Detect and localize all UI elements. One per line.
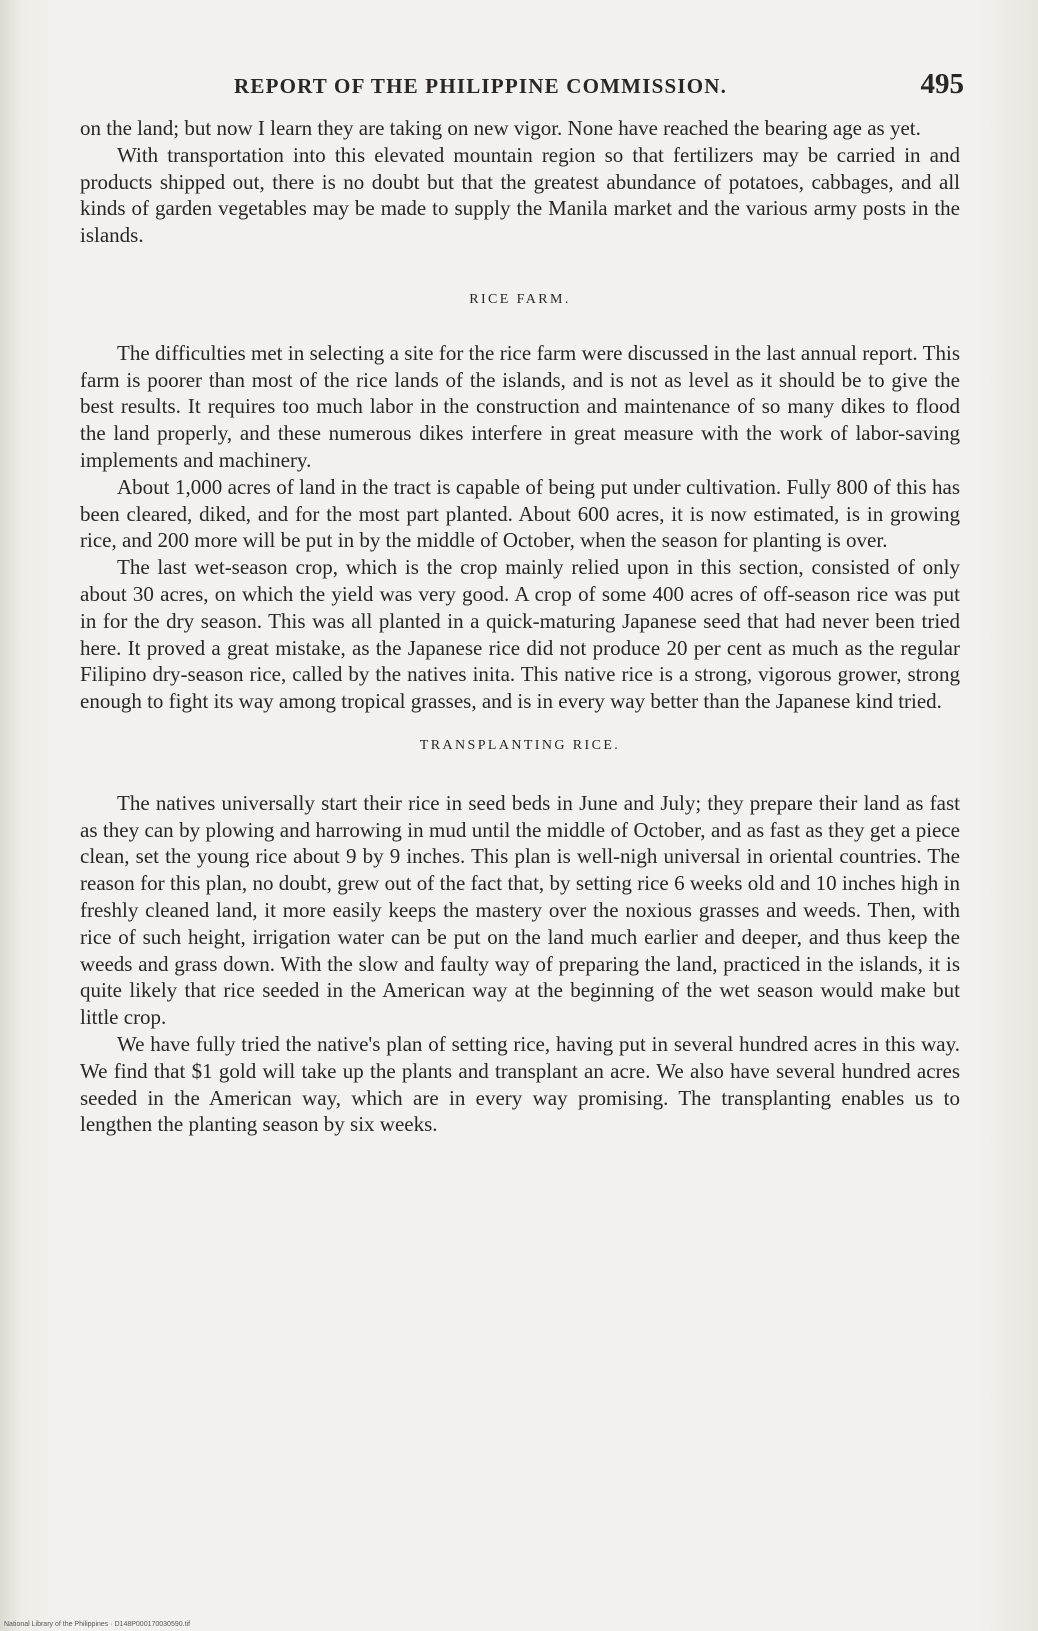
- page-number: 495: [920, 68, 964, 100]
- paragraph-rice-difficulties: The difficulties met in selecting a site for the rice farm were discussed in the last annual report. This farm is poorer than most of the rice lands of the islands, and is not as level as it should be to give the best results. It requires too much labor in the construction and maintenance of so many dikes to flood the land properly, and these numerous dikes interfere in great measure with the work of labor-saving implements and machinery.: [80, 340, 960, 472]
- scan-source-footer: National Library of the Philippines · D148P000170030590.tif: [4, 1621, 191, 1628]
- page-header: [84, 68, 964, 108]
- paragraph-rice-crop: The last wet-season crop, which is the crop mainly relied upon in this section, consisted of only about 30 acres, on which the yield was very good. A crop of some 400 acres of off-season rice was put in for the dry season. This was all planted in a quick-maturing Japanese seed that had never been tried here. It proved a great mistake, as the Japanese rice did not produce 20 per cent as much as the regular Filipino dry-season rice, called by the natives inita. This native rice is a strong, vigorous grower, strong enough to fight its way among tropical grasses, and is in every way better than the Japanese kind tried.: [80, 555, 960, 714]
- paragraph-transportation: With transportation into this elevated mountain region so that fertilizers may be carried in and products shipped out, there is no doubt but that the greatest abundance of potatoes, cabbages, and all kinds of garden vegetables may be made to supply the Manila market and the various army posts in the islands.: [80, 142, 960, 248]
- paragraph-continuation: on the land; but now I learn they are taking on new vigor. None have reached the bearing age as yet.: [80, 116, 921, 140]
- paragraph-native-plan-tried: We have fully tried the native's plan of setting rice, having put in several hundred acres in this way. We find that $1 gold will take up the plants and transplant an acre. We also have several hundred acres seeded in the American way, which are in every way promising. The transplanting enables us to lengthen the planting season by six weeks.: [80, 1031, 960, 1137]
- body-text: [80, 115, 960, 1138]
- running-title: REPORT OF THE PHILIPPINE COMMISSION.: [234, 74, 728, 98]
- section-heading-transplanting-rice: TRANSPLANTING RICE.: [419, 737, 621, 753]
- paragraph-natives-method: The natives universally start their rice in seed beds in June and July; they prepare their land as fast as they can by plowing and harrowing in mud until the middle of October, and as fast as they get a piece clean, set the young rice about 9 by 9 inches. This plan is well-nigh universal in oriental countries. The reason for this plan, no doubt, grew out of the fact that, by setting rice 6 weeks old and 10 inches high in freshly cleaned land, it more easily keeps the mastery over the noxious grasses and weeds. Then, with rice of such height, irrigation water can be put on the land much earlier and deeper, and thus keep the weeds and grass down. With the slow and faulty way of preparing the land, practiced in the islands, it is quite likely that rice seeded in the American way at the beginning of the wet season would make but little crop.: [80, 790, 960, 1030]
- paragraph-rice-acreage: About 1,000 acres of land in the tract is capable of being put under cultivation. Fully 800 of this has been cleared, diked, and for the most part planted. About 600 acres, it is now estimated, is in growing rice, and 200 more will be put in by the middle of October, when the season for planting is over.: [80, 474, 960, 553]
- section-heading-rice-farm: RICE FARM.: [469, 291, 571, 307]
